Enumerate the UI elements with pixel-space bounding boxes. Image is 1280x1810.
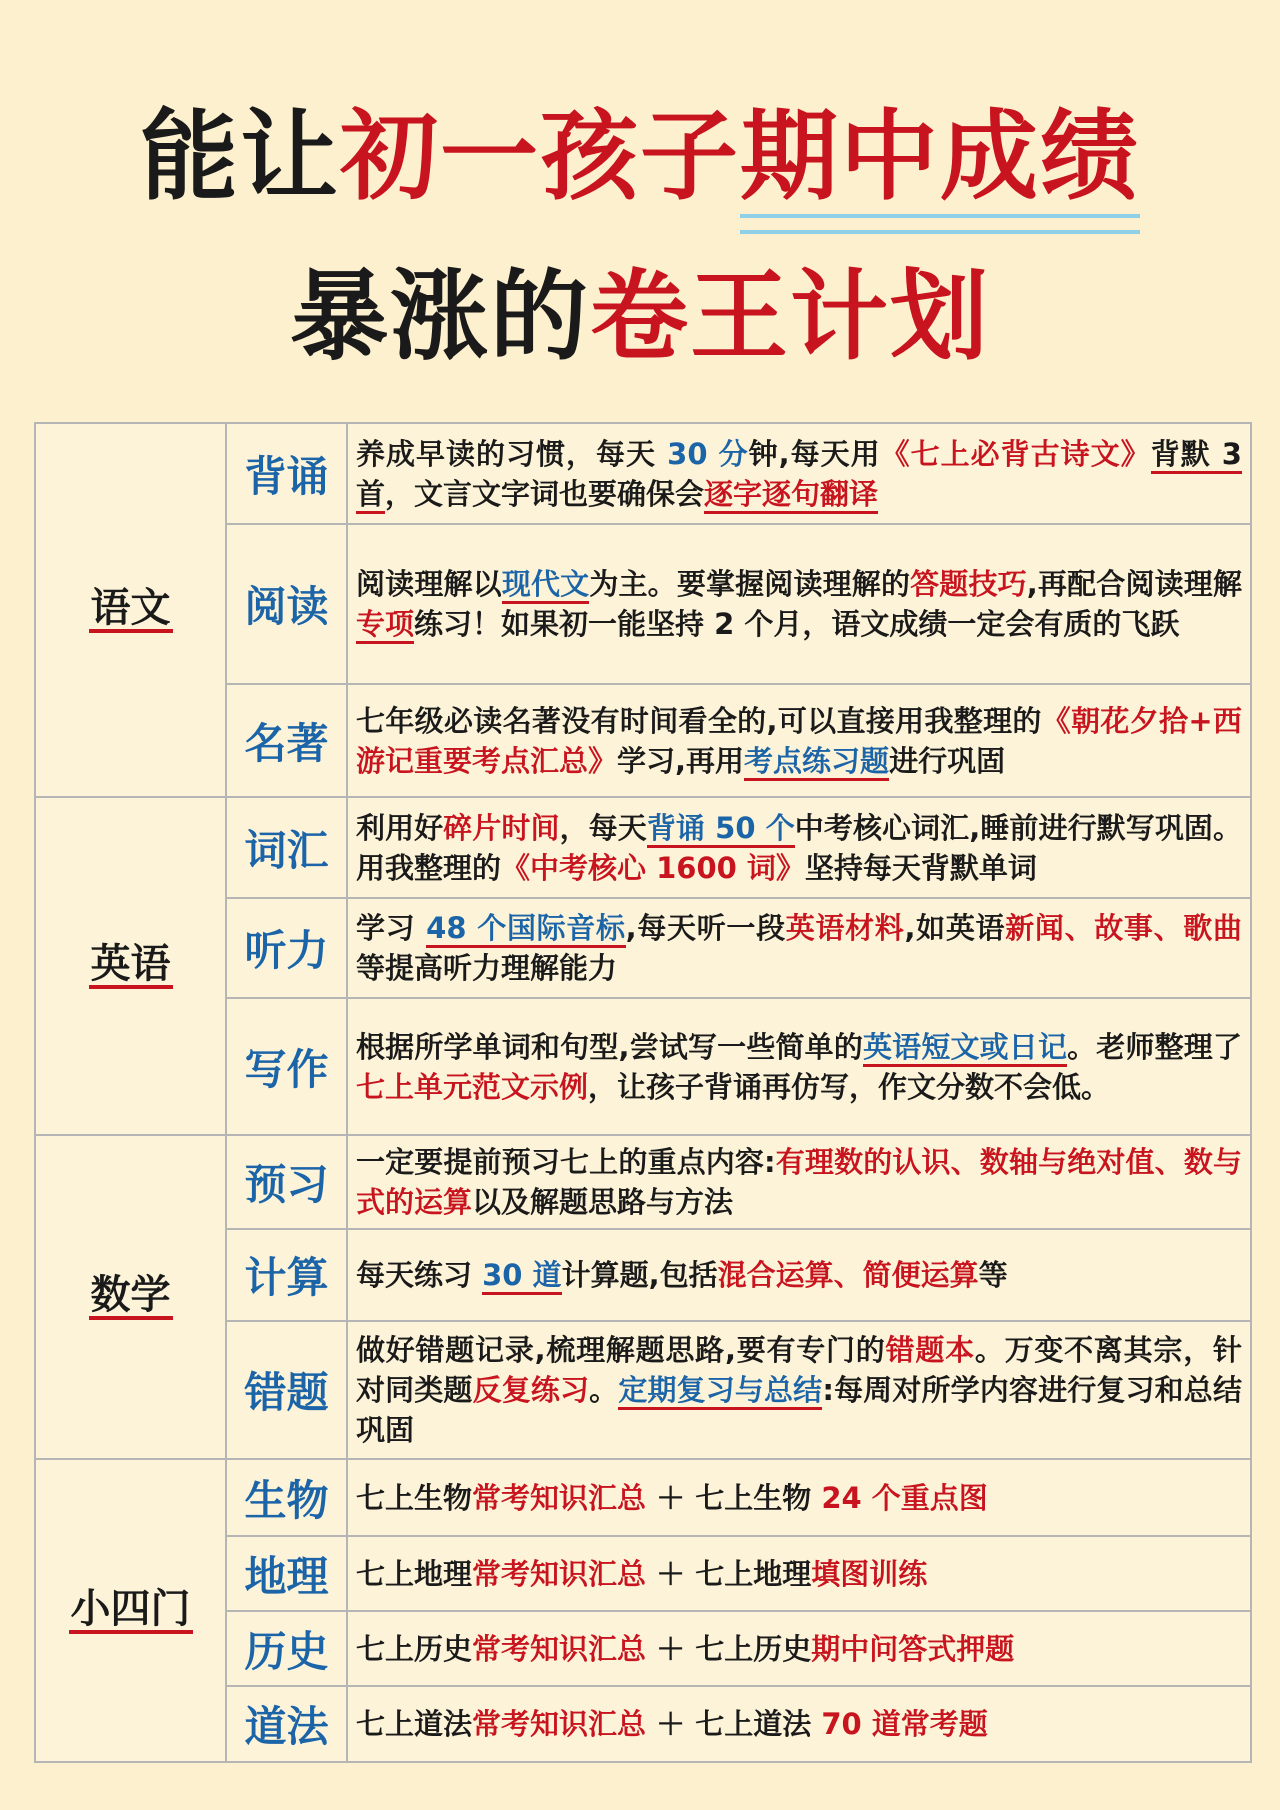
description-text: ＋ 七上历史	[646, 1631, 812, 1666]
topic-description	[347, 1135, 1251, 1229]
topic-description	[347, 1321, 1251, 1459]
topic-description	[347, 423, 1251, 524]
description-text: 根据所学单词和句型,尝试写一些简单的	[356, 1029, 863, 1064]
subject-name: 小四门	[70, 1585, 191, 1632]
topic-description	[347, 1686, 1251, 1762]
description-text: ，让孩子背诵再仿写，作文分数不会低。	[588, 1069, 1111, 1104]
description-text: 学习,再用	[617, 743, 745, 778]
description-text: ＋ 七上道法	[646, 1707, 822, 1741]
topic-label: 名著	[226, 684, 347, 797]
title-part: 能让	[139, 100, 340, 214]
topic-label: 历史	[226, 1611, 347, 1686]
description-text: 。万变不离其宗，针对同类题	[356, 1333, 1242, 1407]
highlight-text: 专项	[356, 607, 414, 644]
description-text: ,再配合阅读理解	[1026, 567, 1242, 601]
study-plan-table	[34, 422, 1252, 1763]
description-text: 等提高听力理解能力	[356, 951, 618, 985]
highlight-text: 填图训练	[811, 1556, 928, 1591]
table-row	[35, 1459, 1251, 1536]
description-text: 以及解题思路与方法	[472, 1185, 734, 1219]
highlight-text: 定期复习与总结	[618, 1373, 822, 1410]
subject-name: 语文	[90, 585, 171, 631]
topic-label: 错题	[226, 1321, 347, 1459]
description-text: 练习！如果初一能坚持 2 个月，语文成绩一定会有质的飞跃	[414, 607, 1180, 641]
highlight-text: 48 个国际音标	[426, 911, 626, 948]
description-text: ＋ 七上生物	[646, 1480, 822, 1515]
highlight-text: 错题本	[885, 1333, 975, 1367]
highlight-text: 英语短文或日记	[863, 1030, 1067, 1067]
description-text: 每天练习	[356, 1258, 483, 1292]
topic-label: 词汇	[226, 797, 347, 898]
highlight-text: 有理数的认识、数轴与绝对值、数与式的运算	[356, 1145, 1242, 1219]
title-part-red: 初一孩子	[339, 100, 740, 214]
description-text: ,如英语	[904, 911, 1006, 945]
highlight-text: 碎片时间	[443, 810, 560, 845]
page-title-line1	[0, 100, 1280, 214]
description-text: 一定要提前预习七上的重点内容:	[356, 1145, 776, 1179]
description-text: 七上地理	[356, 1556, 473, 1591]
description-text: 学习	[356, 911, 427, 945]
highlight-text: 七上单元范文示例	[356, 1069, 589, 1104]
highlight-text: 70 道常考题	[821, 1707, 988, 1741]
description-text: 阅读理解以	[356, 567, 502, 601]
description-text: 为主。要掌握阅读理解的	[589, 567, 911, 601]
subject-cell	[35, 1135, 226, 1459]
highlight-text: 逐字逐句翻译	[704, 477, 878, 514]
highlight-text: 30 道	[482, 1258, 561, 1295]
table-row	[35, 423, 1251, 524]
description-text: 中考核心词汇,睡前进行默写巩固。用我整理的	[356, 810, 1242, 885]
subject-cell	[35, 797, 226, 1135]
topic-label: 写作	[226, 998, 347, 1135]
description-text: 。老师整理了	[1067, 1029, 1242, 1064]
highlight-text: 常考知识汇总	[472, 1556, 647, 1591]
topic-description	[347, 684, 1251, 797]
subject-name: 英语	[90, 941, 171, 987]
subject-cell	[35, 1459, 226, 1762]
highlight-text: 现代文	[502, 567, 590, 604]
highlight-text: 背诵 50 个	[647, 811, 795, 848]
description-text: :每周对所学内容进行复习和总结巩固	[356, 1373, 1242, 1447]
table-row	[35, 1135, 1251, 1229]
subject-cell	[35, 423, 226, 797]
description-text: 七上历史	[356, 1631, 473, 1666]
highlight-text: 《七上必背古诗文》	[880, 436, 1151, 471]
highlight-text: 24 个重点图	[821, 1480, 988, 1515]
topic-label: 背诵	[226, 423, 347, 524]
highlight-text: 反复练习	[472, 1373, 590, 1407]
description-text: 进行巩固	[889, 743, 1006, 778]
description-text: 做好错题记录,梳理解题思路,要有专门的	[356, 1333, 886, 1367]
highlight-text: 《朝花夕拾+西游记重要考点汇总》	[356, 703, 1242, 778]
description-text: 坚持每天背默单词	[804, 850, 1037, 885]
description-text: 背默 3 首	[356, 437, 1242, 514]
highlight-text: 常考知识汇总	[472, 1707, 647, 1741]
title-part: 暴涨的	[289, 260, 590, 374]
topic-label: 阅读	[226, 524, 347, 684]
highlight-text: 答题技巧	[910, 567, 1027, 601]
description-text: 养成早读的习惯，每天	[356, 436, 668, 471]
topic-label: 道法	[226, 1686, 347, 1762]
table-row	[35, 797, 1251, 898]
subject-name: 数学	[90, 1272, 171, 1318]
description-text: 。	[589, 1373, 619, 1407]
topic-description	[347, 797, 1251, 898]
topic-label: 听力	[226, 898, 347, 998]
topic-description	[347, 998, 1251, 1135]
description-text: ，文言文字词也要确保会	[385, 476, 705, 511]
topic-description	[347, 1229, 1251, 1321]
highlight-text: 期中问答式押题	[811, 1631, 1015, 1666]
title-part-highlight: 期中成绩	[740, 100, 1141, 214]
highlight-text: 常考知识汇总	[472, 1480, 647, 1515]
topic-label: 计算	[226, 1229, 347, 1321]
page-title-line2	[0, 260, 1280, 374]
topic-label: 预习	[226, 1135, 347, 1229]
topic-description	[347, 898, 1251, 998]
topic-label: 地理	[226, 1536, 347, 1611]
highlight-text: 常考知识汇总	[472, 1631, 647, 1666]
description-text: 七年级必读名著没有时间看全的,可以直接用我整理的	[356, 703, 1042, 738]
description-text: 钟,每天用	[748, 436, 881, 471]
description-text: 等	[978, 1258, 1008, 1292]
description-text: 利用好	[356, 810, 444, 845]
description-text: 七上道法	[356, 1707, 473, 1741]
topic-description	[347, 524, 1251, 684]
highlight-text: 混合运算、简便运算	[717, 1258, 979, 1292]
description-text: ,每天听一段	[625, 911, 786, 945]
title-part-red: 卷王计划	[590, 260, 991, 374]
highlight-text: 《中考核心 1600 词》	[501, 850, 805, 885]
highlight-text: 新闻、故事、歌曲	[1005, 911, 1242, 945]
topic-description	[347, 1459, 1251, 1536]
highlight-text: 考点练习题	[744, 744, 889, 781]
topic-description	[347, 1611, 1251, 1686]
description-text: ，每天	[559, 810, 647, 845]
topic-description	[347, 1536, 1251, 1611]
description-text: ＋ 七上地理	[646, 1556, 812, 1591]
description-text: 七上生物	[356, 1480, 473, 1515]
highlight-text: 30 分	[667, 436, 749, 471]
highlight-text: 英语材料	[785, 911, 905, 945]
description-text: 计算题,包括	[561, 1258, 718, 1292]
topic-label: 生物	[226, 1459, 347, 1536]
